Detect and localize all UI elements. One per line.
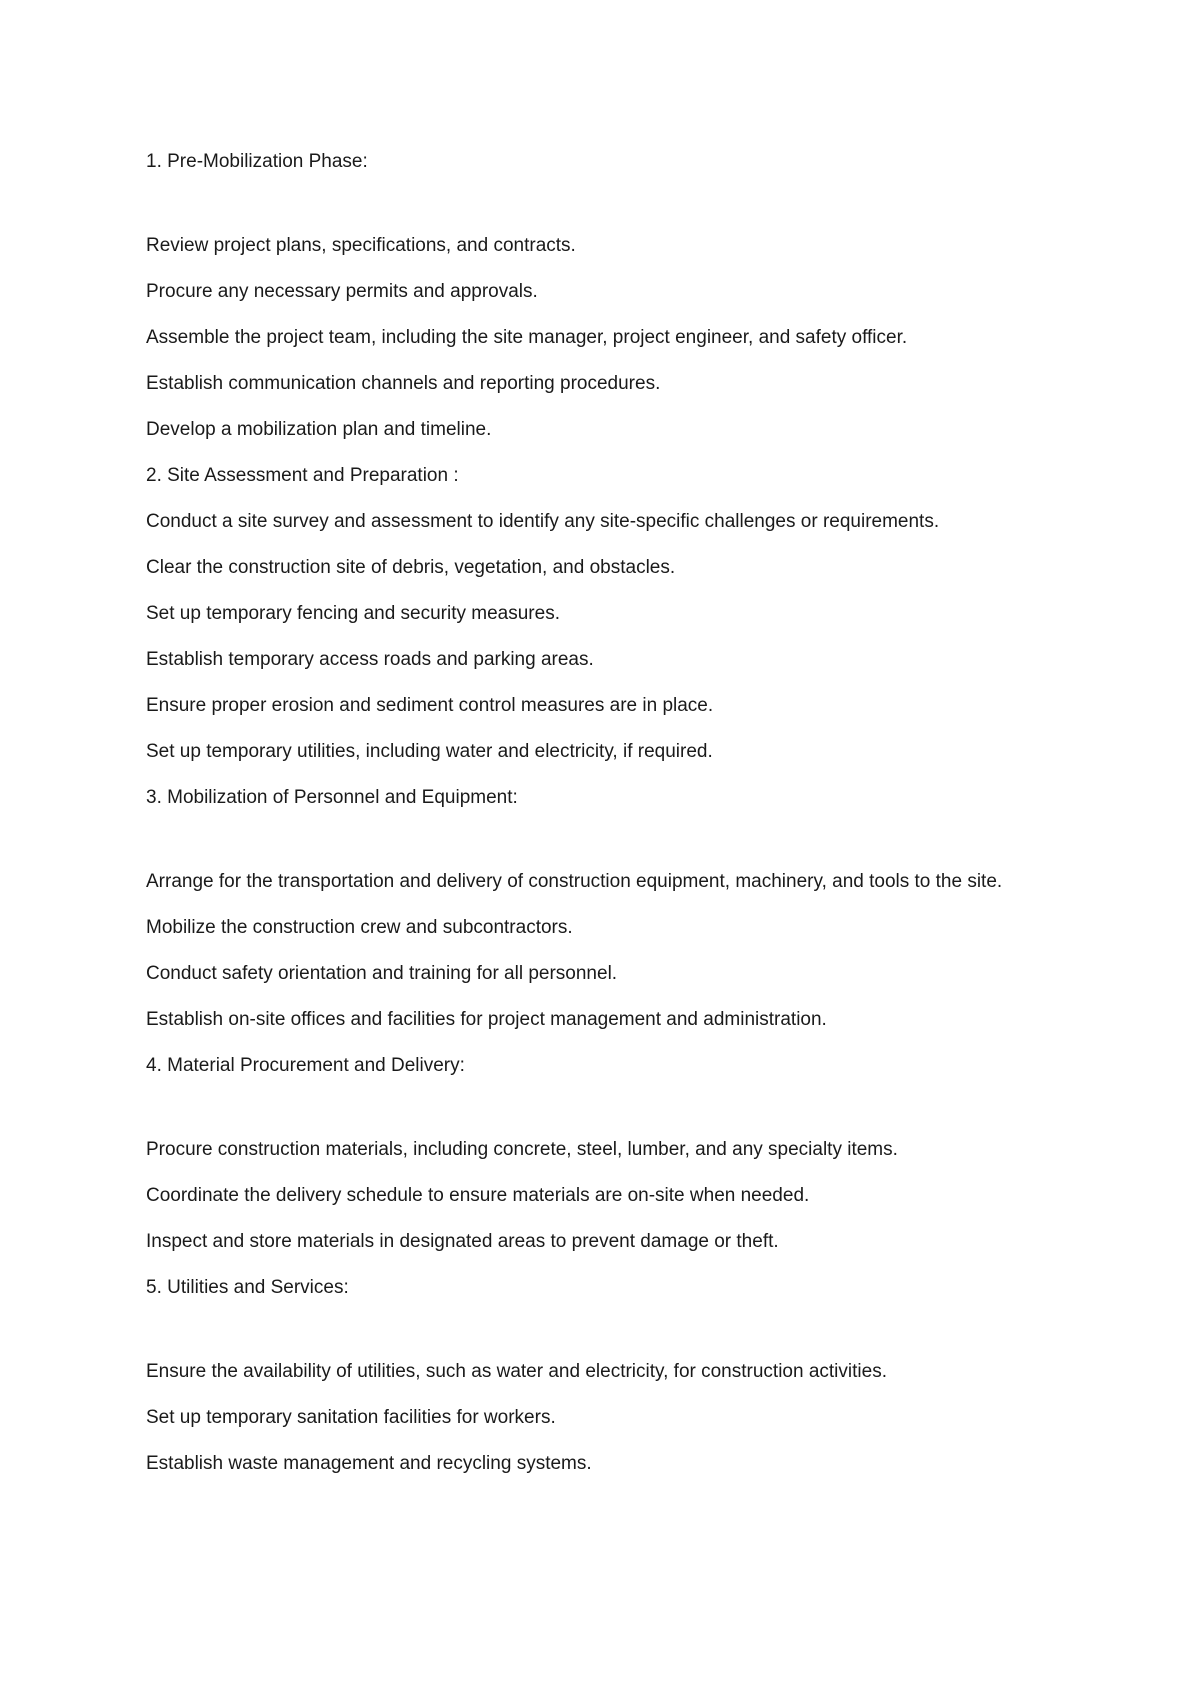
list-item: Assemble the project team, including the site manager, project engineer, and safety officer. — [146, 327, 908, 348]
list-item: Mobilize the construction crew and subcontractors. — [146, 917, 573, 938]
list-item: Develop a mobilization plan and timeline. — [146, 419, 492, 440]
list-item: Establish on-site offices and facilities for project management and administration. — [146, 1009, 827, 1030]
list-item: Conduct safety orientation and training for all personnel. — [146, 963, 618, 984]
list-item: Inspect and store materials in designated areas to prevent damage or theft. — [146, 1231, 779, 1252]
section-heading: 1. Pre-Mobilization Phase: — [146, 151, 368, 172]
list-item: Set up temporary fencing and security measures. — [146, 603, 560, 624]
list-item: Procure construction materials, including concrete, steel, lumber, and any specialty items. — [146, 1139, 898, 1160]
list-item: Establish waste management and recycling systems. — [146, 1453, 592, 1474]
list-item: Coordinate the delivery schedule to ensure materials are on-site when needed. — [146, 1185, 810, 1206]
list-item: Ensure the availability of utilities, such as water and electricity, for construction activities. — [146, 1361, 887, 1382]
section-heading: 5. Utilities and Services: — [146, 1277, 349, 1298]
list-item: Arrange for the transportation and delivery of construction equipment, machinery, and tools to the site. — [146, 871, 1003, 892]
list-item: Set up temporary utilities, including water and electricity, if required. — [146, 741, 713, 762]
list-item: Review project plans, specifications, and contracts. — [146, 235, 576, 256]
section-heading: 4. Material Procurement and Delivery: — [146, 1055, 465, 1076]
list-item: Ensure proper erosion and sediment control measures are in place. — [146, 695, 714, 716]
list-item: Establish temporary access roads and parking areas. — [146, 649, 594, 670]
list-item: Procure any necessary permits and approvals. — [146, 281, 538, 302]
list-item: Conduct a site survey and assessment to identify any site-specific challenges or requirements. — [146, 511, 940, 532]
section-heading: 3. Mobilization of Personnel and Equipment: — [146, 787, 518, 808]
list-item: Clear the construction site of debris, vegetation, and obstacles. — [146, 557, 676, 578]
document-body — [146, 147, 1066, 1495]
section-heading: 2. Site Assessment and Preparation : — [146, 465, 459, 486]
list-item: Establish communication channels and reporting procedures. — [146, 373, 661, 394]
list-item: Set up temporary sanitation facilities for workers. — [146, 1407, 556, 1428]
